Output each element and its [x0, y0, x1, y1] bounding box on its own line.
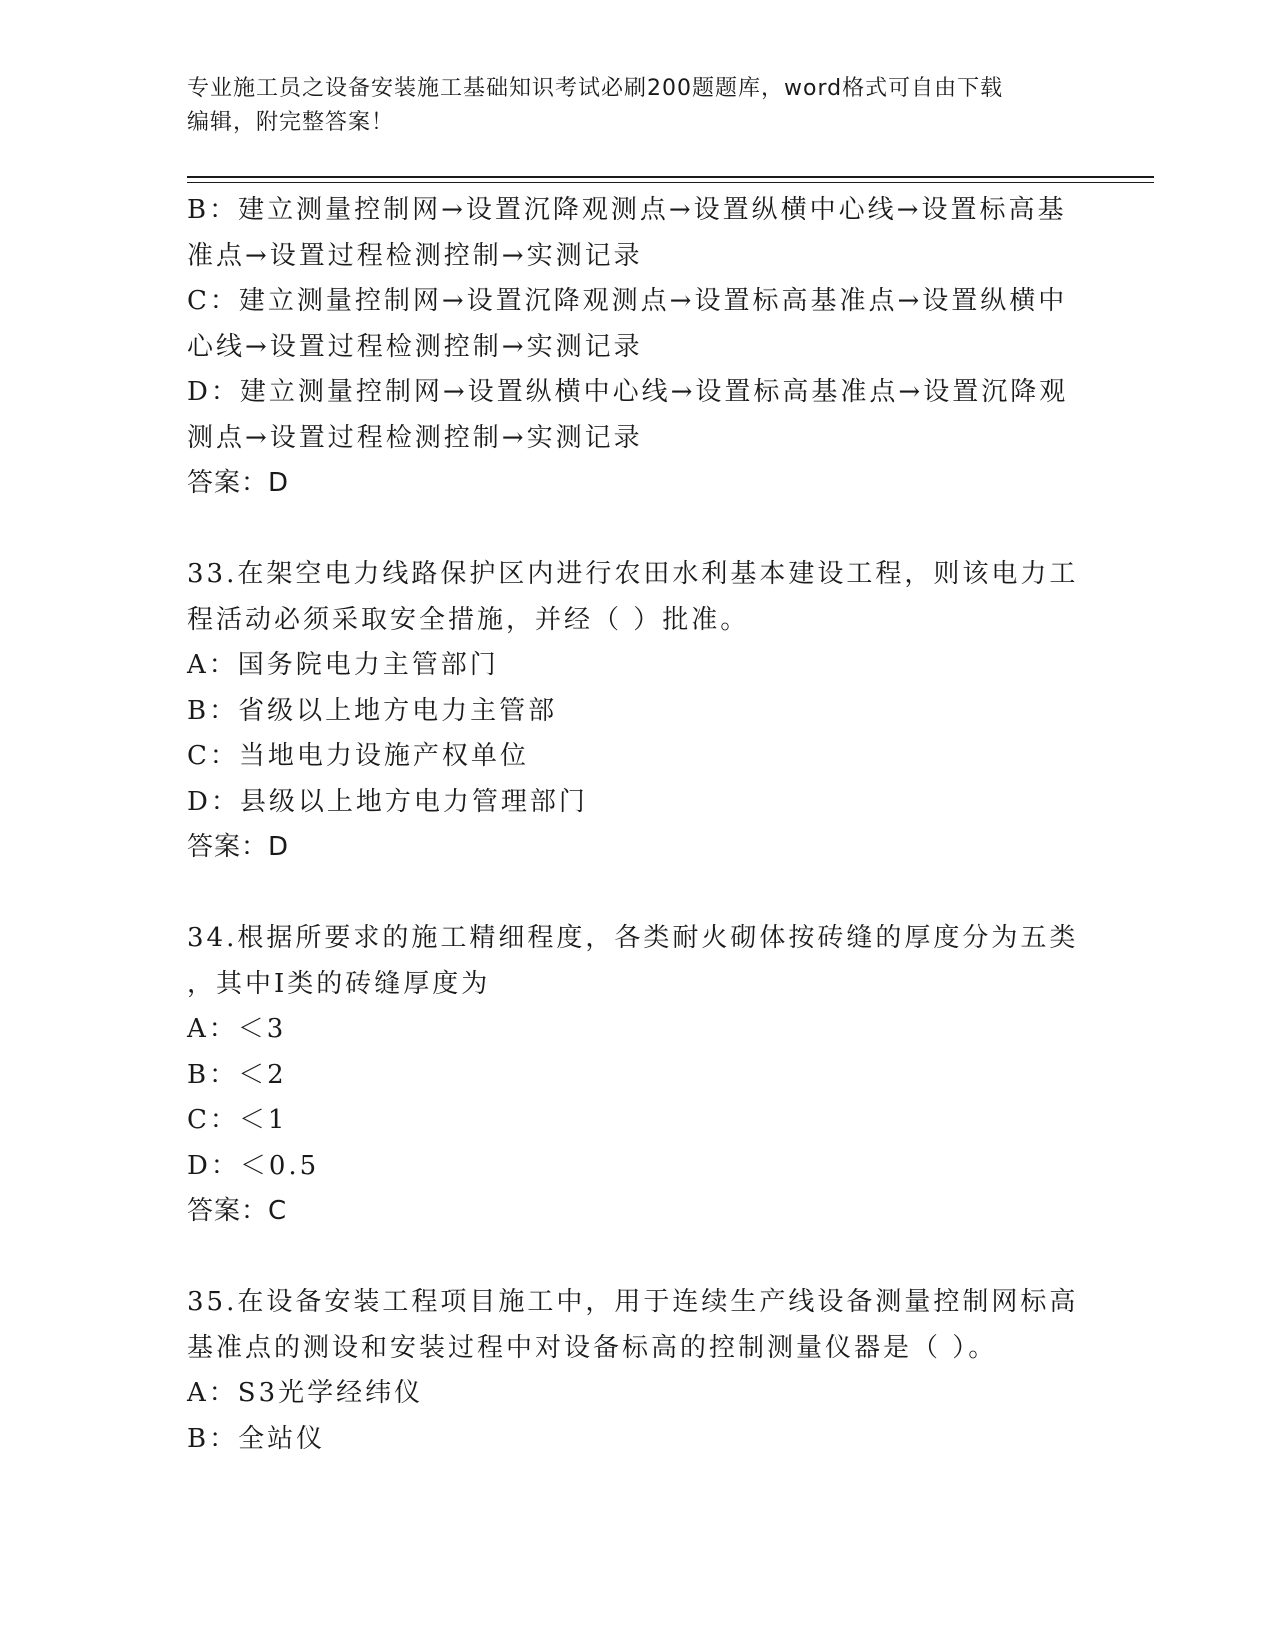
option-b-line-2: 准点→设置过程检测控制→实测记录 [187, 240, 643, 271]
header-line-1: 专业施工员之设备安装施工基础知识考试必刷200题题库，word格式可自由下载 [187, 76, 1004, 101]
option-a: A：＜3 [187, 1014, 287, 1044]
option-d-line-2: 测点→设置过程检测控制→实测记录 [187, 422, 643, 453]
option-d: D：县级以上地方电力管理部门 [187, 786, 588, 817]
spacer [187, 507, 1087, 553]
question-stem-line-1: 35.在设备安装工程项目施工中，用于连续生产线设备测量控制网标高 [187, 1287, 1079, 1317]
answer-line: 答案：D [187, 468, 290, 498]
header-line-2: 编辑，附完整答案！ [187, 110, 395, 135]
spacer [187, 1235, 1087, 1281]
option-c-line-2: 心线→设置过程检测控制→实测记录 [187, 331, 643, 362]
question-stem-line-1: 33.在架空电力线路保护区内进行农田水利基本建设工程，则该电力工 [187, 559, 1079, 589]
option-c: C：当地电力设施产权单位 [187, 741, 529, 771]
answer-line: 答案：D [187, 832, 290, 862]
option-b-line-1: B：建立测量控制网→设置沉降观测点→设置纵横中心线→设置标高基 [187, 195, 1067, 225]
document-header [187, 72, 1087, 140]
question-32-tail [187, 188, 1087, 507]
spacer [187, 871, 1087, 917]
option-b: B：省级以上地方电力主管部 [187, 695, 558, 726]
header-rule-thick [187, 176, 1154, 178]
option-b: B：＜2 [187, 1059, 287, 1090]
option-a: A：国务院电力主管部门 [187, 650, 499, 680]
question-33 [187, 552, 1087, 871]
option-c-line-1: C：建立测量控制网→设置沉降观测点→设置标高基准点→设置纵横中 [187, 286, 1068, 316]
question-stem-line-2: 程活动必须采取安全措施，并经（ ）批准。 [187, 604, 750, 635]
option-d: D：＜0.5 [187, 1150, 320, 1181]
header-rule-thin [187, 182, 1154, 183]
option-b: B：全站仪 [187, 1423, 326, 1454]
question-34 [187, 916, 1087, 1235]
question-35 [187, 1280, 1087, 1462]
document-body [187, 188, 1087, 1462]
option-c: C：＜1 [187, 1105, 288, 1135]
answer-line: 答案：C [187, 1196, 288, 1226]
question-stem-line-1: 34.根据所要求的施工精细程度，各类耐火砌体按砖缝的厚度分为五类 [187, 923, 1079, 953]
question-stem-line-2: ，其中Ⅰ类的砖缝厚度为 [187, 968, 491, 999]
question-stem-line-2: 基准点的测设和安装过程中对设备标高的控制测量仪器是（ ）。 [187, 1332, 998, 1363]
option-a: A：S3光学经纬仪 [187, 1378, 424, 1408]
option-d-line-1: D：建立测量控制网→设置纵横中心线→设置标高基准点→设置沉降观 [187, 377, 1069, 407]
